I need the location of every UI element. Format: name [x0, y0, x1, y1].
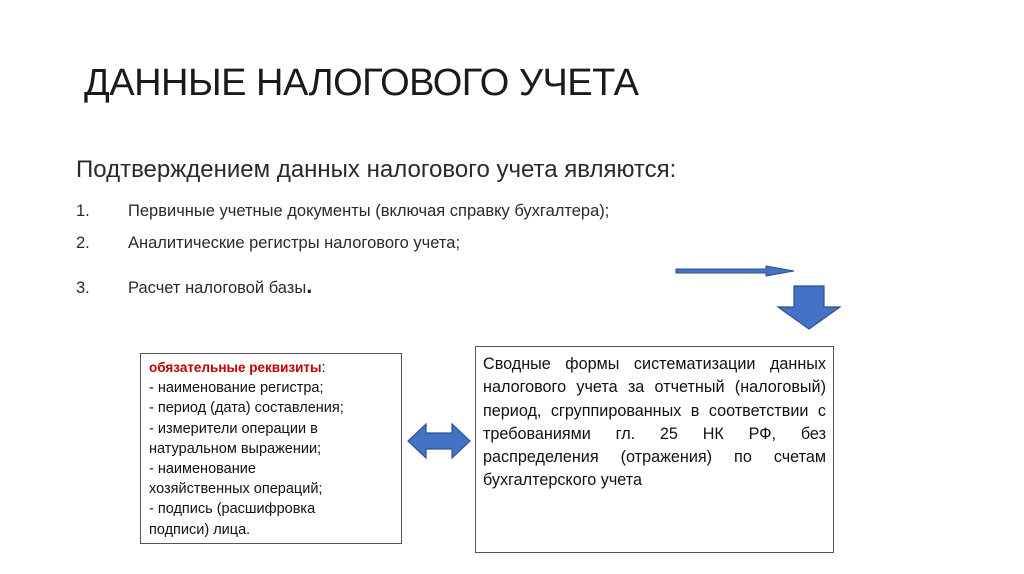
detail-line: - измерители операции в	[149, 420, 318, 437]
summary-forms-text: Сводные формы систематизации данных налогового учета за отчетный (налоговый) период, сгруппированных в соответствии с требованиями гл. 25 НК РФ, без распределения (отражения) по счетам бухгалтерского учета	[483, 355, 826, 490]
list-number: 1.	[76, 202, 90, 220]
detail-line: натуральном выражении;	[149, 440, 322, 457]
required-label: обязательные реквизиты	[149, 360, 322, 375]
list-item-2	[76, 234, 460, 253]
detail-line: хозяйственных операций;	[149, 481, 323, 498]
required-details-header	[149, 358, 393, 378]
subtitle: Подтверждением данных налогового учета являются:	[76, 156, 677, 183]
double-arrow-icon	[406, 422, 472, 460]
list-dot: .	[306, 273, 313, 298]
slide-title: ДАННЫЕ НАЛОГОВОГО УЧЕТА	[84, 62, 639, 104]
detail-line: - подпись (расшифровка	[149, 501, 316, 518]
right-arrow-icon	[674, 264, 798, 278]
required-details-box	[140, 353, 402, 544]
detail-line: - наименование	[149, 461, 256, 478]
list-item-1	[76, 202, 609, 221]
list-number: 2.	[76, 234, 90, 252]
list-text: Расчет налоговой базы	[128, 279, 307, 297]
list-text: Аналитические регистры налогового учета;	[128, 234, 461, 252]
list-item-3	[76, 273, 312, 299]
detail-line: - период (дата) составления;	[149, 400, 344, 417]
summary-forms-box	[475, 346, 834, 553]
down-arrow-icon	[776, 285, 844, 331]
required-colon: :	[321, 360, 326, 376]
detail-line: - наименование регистра;	[149, 380, 324, 397]
list-text: Первичные учетные документы (включая справку бухгалтера);	[128, 202, 610, 220]
list-number: 3.	[76, 279, 90, 297]
detail-line: подписи) лица.	[149, 521, 251, 538]
